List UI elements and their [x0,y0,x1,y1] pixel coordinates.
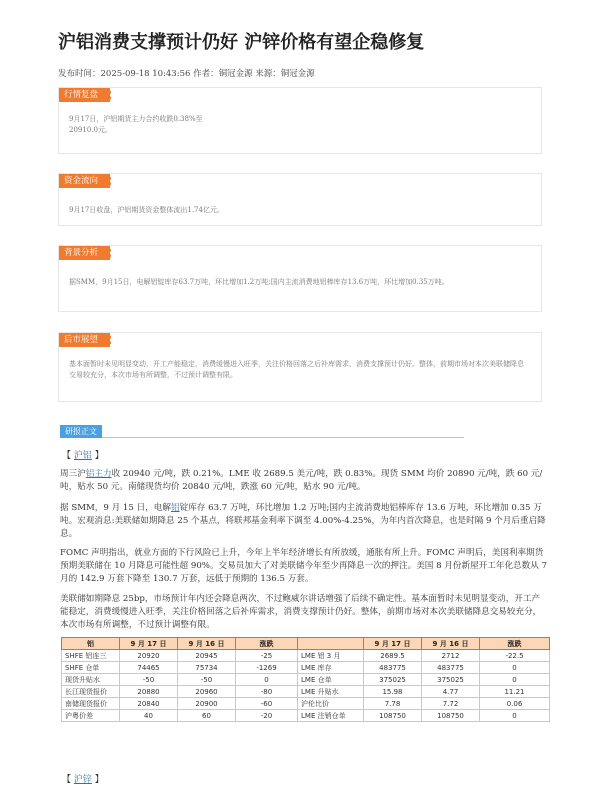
table-cell: 20945 [178,650,236,662]
summary-box-fund-flow [58,173,542,226]
text-span: 收 20940 元/吨，跌 0.21%。LME 收 2689.5 美元/吨，跌 0.83%。现货 SMM 均价 20890 元/吨，跌 60 元/吨，贴水 50 元。南储现货均价 20840 元/吨，跌涨 60 元/吨，贴水 90 元/吨。 [60,469,543,492]
table-cell: -1269 [236,662,298,674]
table-cell: 0 [480,662,550,674]
summary-text: 基本面暂时未见明显变动，开工产能稳定，消费缓慢进入旺季，关注价格回落之后补库需求，消费支撑预计仍好。整体，前期市场对本次美联储降息交易较充分，本次市场有所调整，不过预计调整有限。 [69,360,524,379]
table-cell: 108750 [364,710,422,722]
summary-box-market-review [58,87,542,154]
table-header: 9 月 16 日 [178,638,236,650]
table-header: 涨跌 [236,638,298,650]
table-cell: 7.72 [422,698,480,710]
table-row [62,650,550,662]
table-cell: 0.06 [480,698,550,710]
table-cell: 108750 [422,710,480,722]
aluminum-paragraph-outlook: 美联储如期降息 25bp，市场预计年内还会降息两次，不过鲍威尔讲话增强了后续不确定性。基本面暂时未见明显变动，开工产能稳定，消费缓慢进入旺季，关注价格回落之后补库需求，消费支撑预计仍好。整体，前期市场对本次美联储降息交易较充分，本次市场有所调整，不过预计调整有限。 [60,594,542,630]
table-cell: -60 [236,698,298,710]
summary-tag: 行情复盘 [59,88,111,102]
aluminum-main-contract-link[interactable]: 铝主力 [85,469,112,479]
table-cell: 0 [480,710,550,722]
table-cell: 0 [480,674,550,686]
bracket-open: 【 [62,451,72,461]
table-cell: 375025 [364,674,422,686]
table-cell: 74465 [120,662,178,674]
table-cell: 现货升贴水 [62,674,120,686]
table-cell: SHFE 仓单 [62,662,120,674]
table-cell: 15.98 [364,686,422,698]
table-cell: 20960 [178,686,236,698]
table-header: 涨跌 [480,638,550,650]
table-cell: 40 [120,710,178,722]
summary-tag: 后市展望 [59,333,111,347]
table-cell: SHFE 铝连三 [62,650,120,662]
table-cell: 20840 [120,698,178,710]
table-cell: 0 [236,674,298,686]
aluminum-paragraph-inventory [60,502,548,541]
table-cell: LME 铝 3 月 [298,650,364,662]
text-span: 周三沪 [60,469,86,479]
summary-text: 9月17日，沪铝期货主力合约收跌0.38%至20910.0元。 [69,115,203,134]
table-cell: LME 注销仓单 [298,710,364,722]
bracket-close: 】 [94,451,104,461]
summary-text: 据SMM，9月15日，电解铝锭库存63.7万吨，环比增加1.2万吨;国内主流消费地铝棒库存13.6万吨，环比增加0.35万吨。 [69,278,449,286]
table-cell: -50 [178,674,236,686]
table-cell: 2689.5 [364,650,422,662]
table-cell: 11.21 [480,686,550,698]
table-cell: 75734 [178,662,236,674]
table-cell: LME 升贴水 [298,686,364,698]
table-cell: 7.78 [364,698,422,710]
table-row [62,674,550,686]
table-cell: 长江现货报价 [62,686,120,698]
table-cell: LME 仓单 [298,674,364,686]
table-header-row [62,638,550,650]
bracket-close: 】 [94,775,104,785]
aluminum-link[interactable]: 沪铝 [73,451,92,461]
table-cell: 沪粤价差 [62,710,120,722]
table-header: 铝 [62,638,120,650]
zinc-heading [62,772,104,785]
table-cell: 20920 [120,650,178,662]
table-header: 9 月 17 日 [120,638,178,650]
summary-text: 9月17日收盘，沪铝期货资金整体流出1.74亿元。 [69,206,224,214]
summary-box-background [58,245,542,312]
aluminum-heading [62,448,104,461]
text-span: 锭库存 63.7 万吨，环比增加 1.2 万吨;国内主流消费地铝棒库存 13.6 万吨，环比增加 0.35 万吨。宏观消息:美联储如期降息 25 个基点，将联邦基金利率下调至 4.00%-4.25%，为年内首次降息，也是时隔 9 个月后重启降息。 [60,503,546,539]
table-cell: 483775 [364,662,422,674]
table-cell: -80 [236,686,298,698]
article-meta: 发布时间：2025-09-18 10:43:56 作者：铜冠金源 来源：铜冠金源 [58,69,315,79]
table-cell: 375025 [422,674,480,686]
section-tag-report-body: 研报正文 [60,425,102,438]
summary-tag: 资金流向 [59,174,111,188]
zinc-link[interactable]: 沪锌 [73,775,92,785]
table-cell: -20 [236,710,298,722]
table-cell: LME 库存 [298,662,364,674]
table-header: 9 月 16 日 [422,638,480,650]
table-cell: 2712 [422,650,480,662]
text-span: 据 SMM，9 月 15 日，电解 [60,503,171,513]
table-cell: -22.5 [480,650,550,662]
table-cell: -50 [120,674,178,686]
table-cell: 4.77 [422,686,480,698]
article-title: 沪铝消费支撑预计仍好 沪锌价格有望企稳修复 [58,32,425,53]
table-header: 9 月 17 日 [364,638,422,650]
table-cell: 20900 [178,698,236,710]
table-cell: -25 [236,650,298,662]
bracket-open: 【 [62,775,72,785]
table-cell: 60 [178,710,236,722]
table-cell: 483775 [422,662,480,674]
table-cell: 沪伦比价 [298,698,364,710]
table-row [62,662,550,674]
table-row [62,686,550,698]
table-header [298,638,364,650]
aluminum-paragraph-fomc: FOMC 声明指出，就业方面的下行风险已上升，今年上半年经济增长有所放缓，通胀有所上升。FOMC 声明后，美国利率期货预期美联储在 10 月降息可能性超 90%。交易员加大了对美联储今年至少再降息一次的押注。美国 8 月份新屋开工年化总数从 7 月的 142.9 万套下降至 130.7 万套，远低于预期的 136.5 万套。 [60,548,548,584]
summary-box-outlook [58,332,542,402]
table-cell: 20880 [120,686,178,698]
table-row [62,710,550,722]
aluminum-data-table [61,637,550,722]
aluminum-keyword-link[interactable]: 铝 [170,503,180,513]
aluminum-paragraph-prices [60,468,548,494]
table-cell: 南储现货报价 [62,698,120,710]
table-row [62,698,550,710]
section-divider [102,437,464,438]
summary-tag: 背景分析 [59,246,111,260]
